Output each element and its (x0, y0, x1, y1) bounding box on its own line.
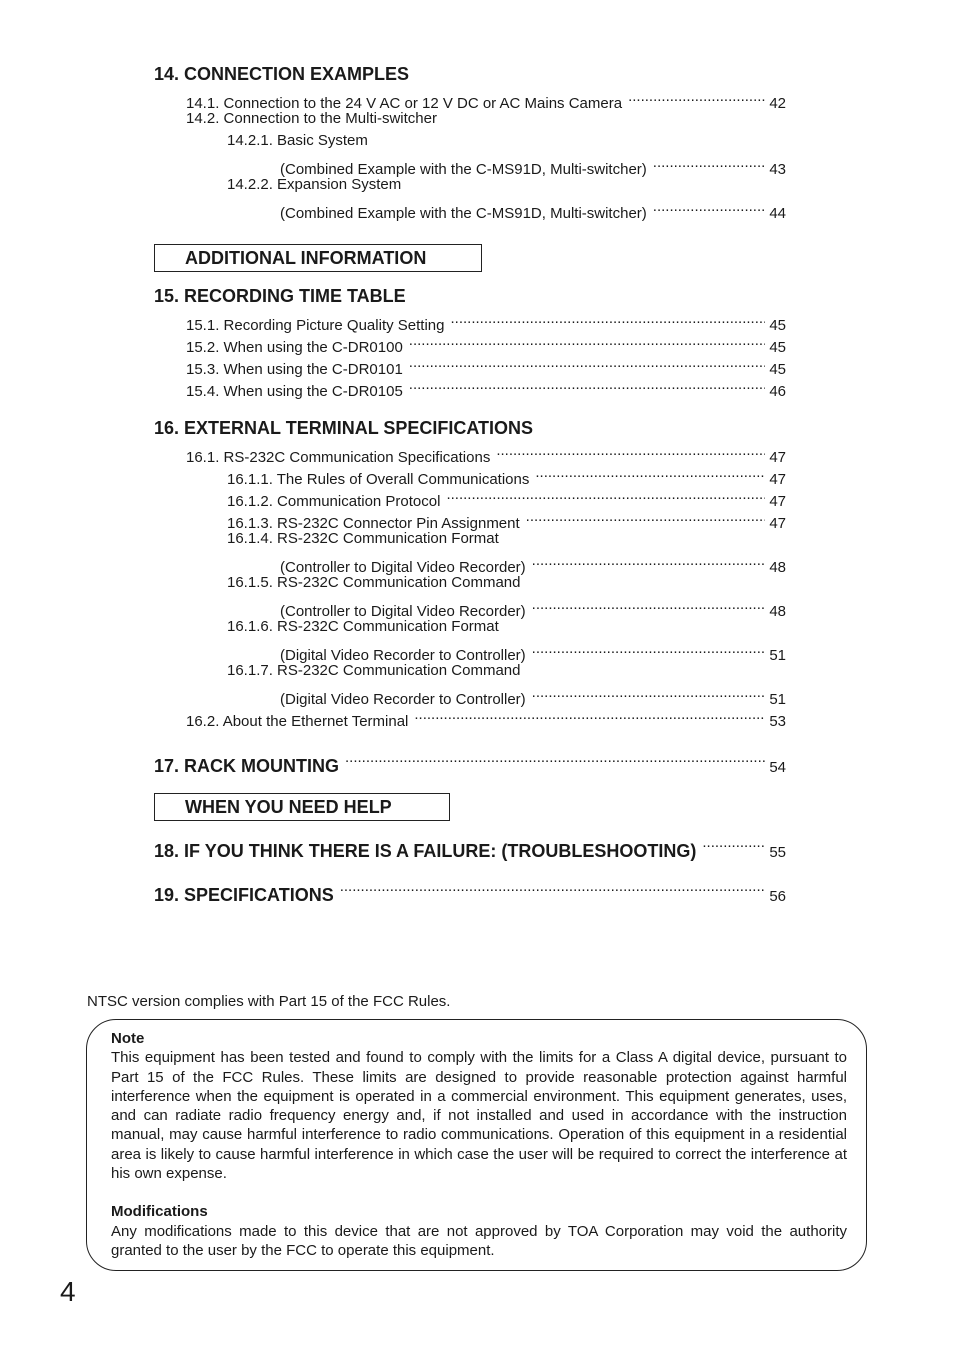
toc-entry-14-1[interactable] (154, 86, 786, 112)
additional-information-heading: ADDITIONAL INFORMATION (154, 244, 482, 272)
toc-entry-label: 15.3. When using the C-DR0101 (186, 361, 403, 378)
toc-page-number: 44 (769, 205, 786, 222)
toc-entry-label: (Combined Example with the C-MS91D, Multi-switcher) (280, 205, 647, 222)
toc-entry-label: 14.2.1. Basic System (227, 132, 368, 149)
dot-leader (532, 682, 766, 704)
dot-leader (496, 440, 765, 462)
dot-leader (450, 308, 765, 330)
toc-entry-label: 16.1.6. RS-232C Communication Format (227, 618, 499, 635)
dot-leader (532, 550, 766, 572)
toc-entry-15-1[interactable] (154, 308, 786, 334)
toc-entry-label: 16.1.4. RS-232C Communication Format (227, 530, 499, 547)
toc-entry-label: 14.2. Connection to the Multi-switcher (186, 110, 437, 127)
dot-leader (532, 638, 766, 660)
toc-entry-label: 16.1.2. Communication Protocol (227, 493, 441, 510)
dot-leader (409, 330, 766, 352)
toc-entry-17[interactable] (154, 744, 786, 776)
toc-page-number: 55 (769, 844, 786, 861)
toc-entry-label: (Digital Video Recorder to Controller) (280, 647, 526, 664)
dot-leader (653, 196, 766, 218)
toc-page-number: 47 (769, 515, 786, 532)
dot-leader (414, 704, 765, 726)
toc-entry-16-1-5-detail[interactable] (154, 594, 786, 620)
toc-entry-16-1-7[interactable] (154, 660, 786, 682)
dot-leader (628, 86, 765, 108)
toc-entry-label: (Digital Video Recorder to Controller) (280, 691, 526, 708)
dot-leader (535, 462, 765, 484)
toc-entry-14-2-1-detail[interactable] (154, 152, 786, 178)
toc-page-number: 53 (769, 713, 786, 730)
dot-leader (532, 594, 766, 616)
fcc-note-box (86, 1019, 867, 1271)
dot-leader (409, 374, 766, 396)
toc-entry-label: 15.2. When using the C-DR0100 (186, 339, 403, 356)
dot-leader (446, 484, 765, 506)
modifications-text: Any modifications made to this device that are not approved by TOA Corporation may void the authority granted to the user by the FCC to operate this equipment. (111, 1222, 847, 1259)
toc-page-number: 54 (769, 759, 786, 776)
toc-page-number: 51 (769, 691, 786, 708)
dot-leader (345, 744, 765, 772)
toc-entry-14-2-1[interactable] (154, 130, 786, 152)
toc-entry-18[interactable] (154, 829, 786, 861)
toc-page-number: 51 (769, 647, 786, 664)
toc-page-number: 48 (769, 559, 786, 576)
dot-leader (409, 352, 766, 374)
toc-page-number: 42 (769, 95, 786, 112)
toc-entry-16-1-4[interactable] (154, 528, 786, 550)
toc-entry-label: (Combined Example with the C-MS91D, Multi-switcher) (280, 161, 647, 178)
toc-entry-label: 16.2. About the Ethernet Terminal (186, 713, 409, 730)
toc-entry-16-1-7-detail[interactable] (154, 682, 786, 708)
note-heading: Note (111, 1030, 145, 1047)
section-17-title: 17. RACK MOUNTING (154, 756, 340, 776)
toc-entry-16-2[interactable] (154, 704, 786, 730)
toc-page-number: 45 (769, 317, 786, 334)
toc-page-number: 45 (769, 361, 786, 378)
section-16-title: 16. EXTERNAL TERMINAL SPECIFICATIONS (154, 418, 534, 438)
toc-entry-label: 16.1.5. RS-232C Communication Command (227, 574, 521, 591)
toc-entry-14-2-2-detail[interactable] (154, 196, 786, 222)
toc-entry-label: 14.2.2. Expansion System (227, 176, 402, 193)
toc-page-number: 47 (769, 471, 786, 488)
toc-entry-16-1-6[interactable] (154, 616, 786, 638)
section-18-title: 18. IF YOU THINK THERE IS A FAILURE: (TROUBLESHOOTING) (154, 841, 697, 861)
toc-entry-label: 15.1. Recording Picture Quality Setting (186, 317, 445, 334)
section-15-title: 15. RECORDING TIME TABLE (154, 286, 406, 306)
toc-entry-label: (Controller to Digital Video Recorder) (280, 559, 526, 576)
toc-entry-19[interactable] (154, 873, 786, 905)
toc-page-number: 56 (769, 888, 786, 905)
page-number: 4 (60, 1276, 76, 1307)
section-14-title: 14. CONNECTION EXAMPLES (154, 64, 410, 84)
toc-entry-label: 15.4. When using the C-DR0105 (186, 383, 403, 400)
when-you-need-help-heading: WHEN YOU NEED HELP (154, 793, 450, 821)
toc-entry-16-1[interactable] (154, 440, 786, 466)
toc-entry-label: 14.1. Connection to the 24 V AC or 12 V DC or AC Mains Camera (186, 95, 623, 112)
modifications-heading: Modifications (111, 1203, 208, 1221)
toc-page-number: 47 (769, 493, 786, 510)
toc-page-number: 43 (769, 161, 786, 178)
toc-entry-label: 16.1.1. The Rules of Overall Communications (227, 471, 530, 488)
toc-entry-label: 16.1.7. RS-232C Communication Command (227, 662, 521, 679)
dot-leader (340, 873, 766, 901)
section-19-title: 19. SPECIFICATIONS (154, 885, 334, 905)
toc-entry-16-1-5[interactable] (154, 572, 786, 594)
toc-entry-label: (Controller to Digital Video Recorder) (280, 603, 526, 620)
toc-page-number: 45 (769, 339, 786, 356)
dot-leader (702, 829, 765, 857)
toc-entry-16-1-4-detail[interactable] (154, 550, 786, 576)
note-text: This equipment has been tested and found to comply with the limits for a Class A digital device, pursuant to Part 15 of the FCC Rules. These limits are designed to provide reasonable protection against harmful interference when the equipment is operated in a commercial environment. This equipment generates, uses, and can radiate radio frequency energy and, if not installed and used in accordance with the instruction manual, may cause harmful interference to radio communications. Operation of this equipment in a residential area is likely to cause harmful interference in which case the user will be required to correct the interference at his own expense. (111, 1049, 847, 1183)
toc-entry-label: 16.1.3. RS-232C Connector Pin Assignment (227, 515, 520, 532)
toc-page-number: 48 (769, 603, 786, 620)
toc-page-number: 46 (769, 383, 786, 400)
table-of-contents (154, 62, 786, 905)
fcc-compliance-statement: NTSC version complies with Part 15 of the FCC Rules. (87, 993, 451, 1010)
toc-entry-label: 16.1. RS-232C Communication Specifications (186, 449, 491, 466)
toc-entry-16-1-6-detail[interactable] (154, 638, 786, 664)
dot-leader (526, 506, 766, 528)
toc-page-number: 47 (769, 449, 786, 466)
dot-leader (653, 152, 766, 174)
